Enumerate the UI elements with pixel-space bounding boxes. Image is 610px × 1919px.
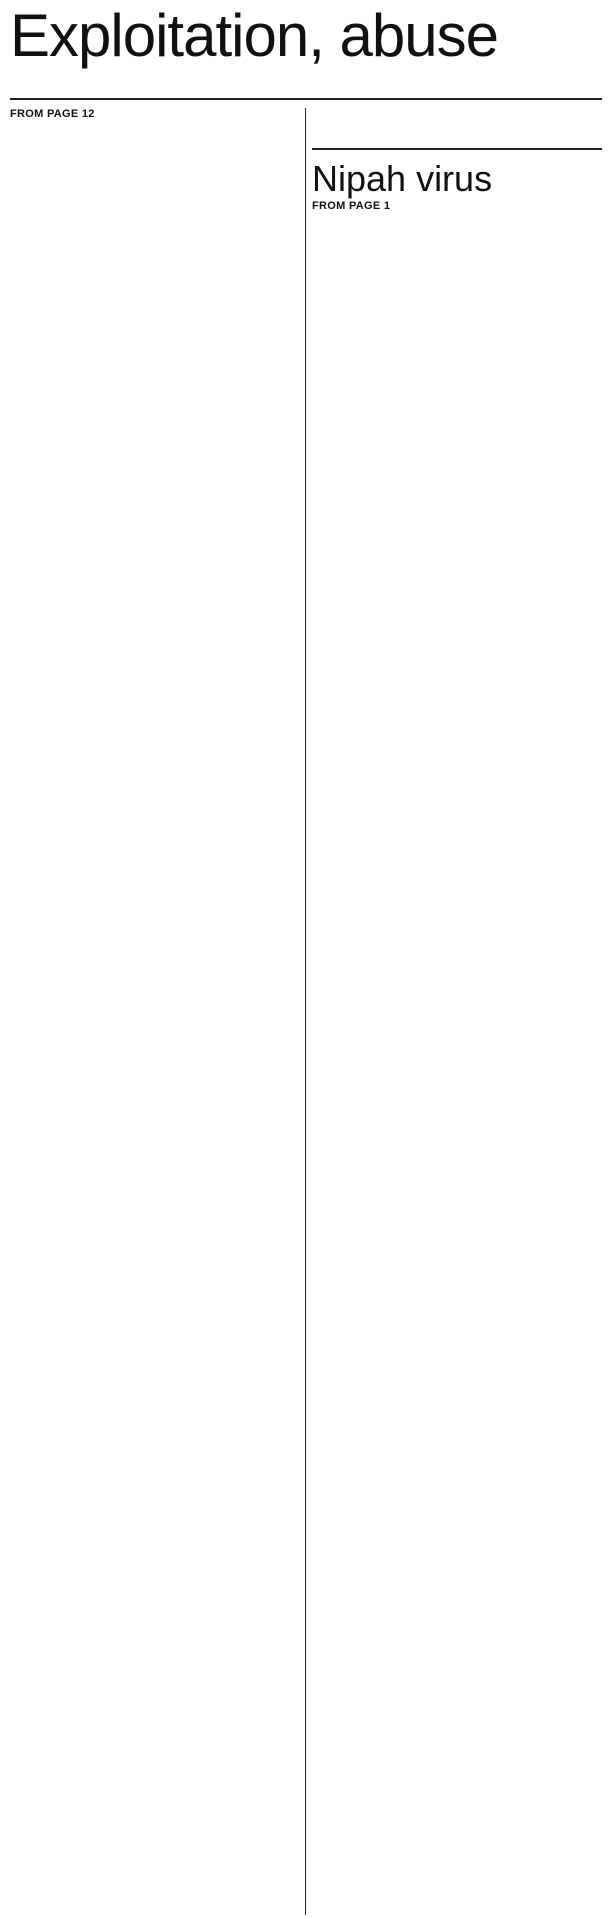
nipah-kicker: FROM PAGE 1: [312, 199, 391, 212]
article-kicker: FROM PAGE 12: [10, 108, 95, 120]
article-column-right: [312, 108, 602, 1915]
article-column-left: [10, 108, 300, 1915]
nipah-headline: Nipah virus: [312, 158, 493, 199]
story-divider: [312, 148, 602, 150]
page-title: Exploitation, abuse: [10, 2, 499, 69]
headline-rule: [10, 98, 602, 100]
article-columns: [10, 108, 602, 1915]
column-divider: [305, 108, 306, 1915]
